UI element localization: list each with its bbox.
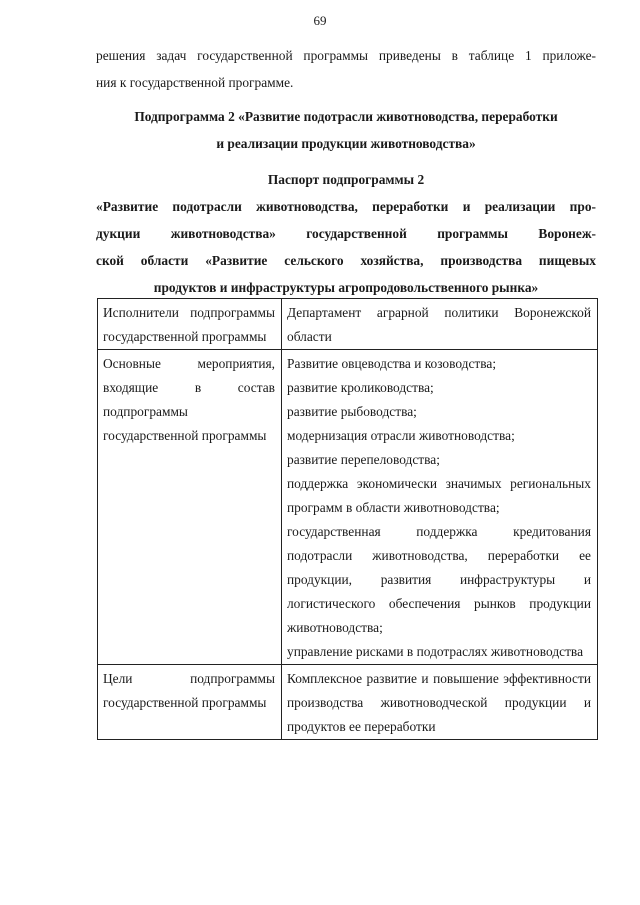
intro-line: ния к государственной программе.: [96, 75, 294, 90]
row-value-executors: [282, 299, 598, 350]
row-label-executors: Исполнители подпрограммы государственной программы: [98, 299, 282, 350]
subprogram-heading: [96, 103, 596, 157]
passport-title-line: продуктов и инфраструктуры агропродовольственного рынка»: [153, 280, 539, 295]
value-item: Комплексное развитие и повышение эффективности производства животноводческой продукции и продуктов ее переработки: [287, 671, 591, 734]
passport-title-line: Паспорт подпрограммы 2: [267, 172, 425, 187]
row-value-goals: [282, 665, 598, 740]
value-item: развитие кролиководства;: [287, 380, 434, 395]
passport-title-line: «Развитие подотрасли животноводства, переработки и реализации про-: [96, 199, 596, 214]
value-item: модернизация отрасли животноводства;: [287, 428, 515, 443]
intro-line: решения задач государственной программы приведены в таблице 1 приложе-: [96, 48, 596, 63]
table-row: [98, 350, 598, 665]
value-item: Департамент аграрной политики Воронежской области: [287, 305, 591, 344]
row-label-main-activities: Основные мероприятия, входящие в состав подпрограммы государственной программы: [98, 350, 282, 665]
passport-title-line: ской области «Развитие сельского хозяйства, производства пищевых: [96, 253, 596, 268]
table-row: [98, 299, 598, 350]
passport-title: [96, 166, 596, 301]
value-item: развитие перепеловодства;: [287, 452, 440, 467]
table-row: [98, 665, 598, 740]
row-value-main-activities: [282, 350, 598, 665]
intro-paragraph: [96, 42, 596, 96]
value-item: управление рисками в подотраслях животноводства: [287, 644, 584, 659]
row-label-goals: Цели подпрограммы государственной программы: [98, 665, 282, 740]
subprogram-heading-line: и реализации продукции животноводства»: [216, 136, 476, 151]
page-number: 69: [313, 13, 327, 28]
value-item: Развитие овцеводства и козоводства;: [287, 356, 497, 371]
value-item: поддержка экономически значимых региональных программ в области животноводства;: [287, 476, 591, 515]
value-item: развитие рыбоводства;: [287, 404, 417, 419]
passport-title-line: дукции животноводства» государственной программы Воронеж-: [96, 226, 596, 241]
passport-table: [97, 298, 598, 740]
value-item: государственная поддержка кредитования подотрасли животноводства, переработки ее продукции, развития инфраструктуры и логистического обеспечения рынков продукции животноводства;: [287, 524, 591, 635]
subprogram-heading-line: Подпрограмма 2 «Развитие подотрасли животноводства, переработки: [134, 109, 558, 124]
